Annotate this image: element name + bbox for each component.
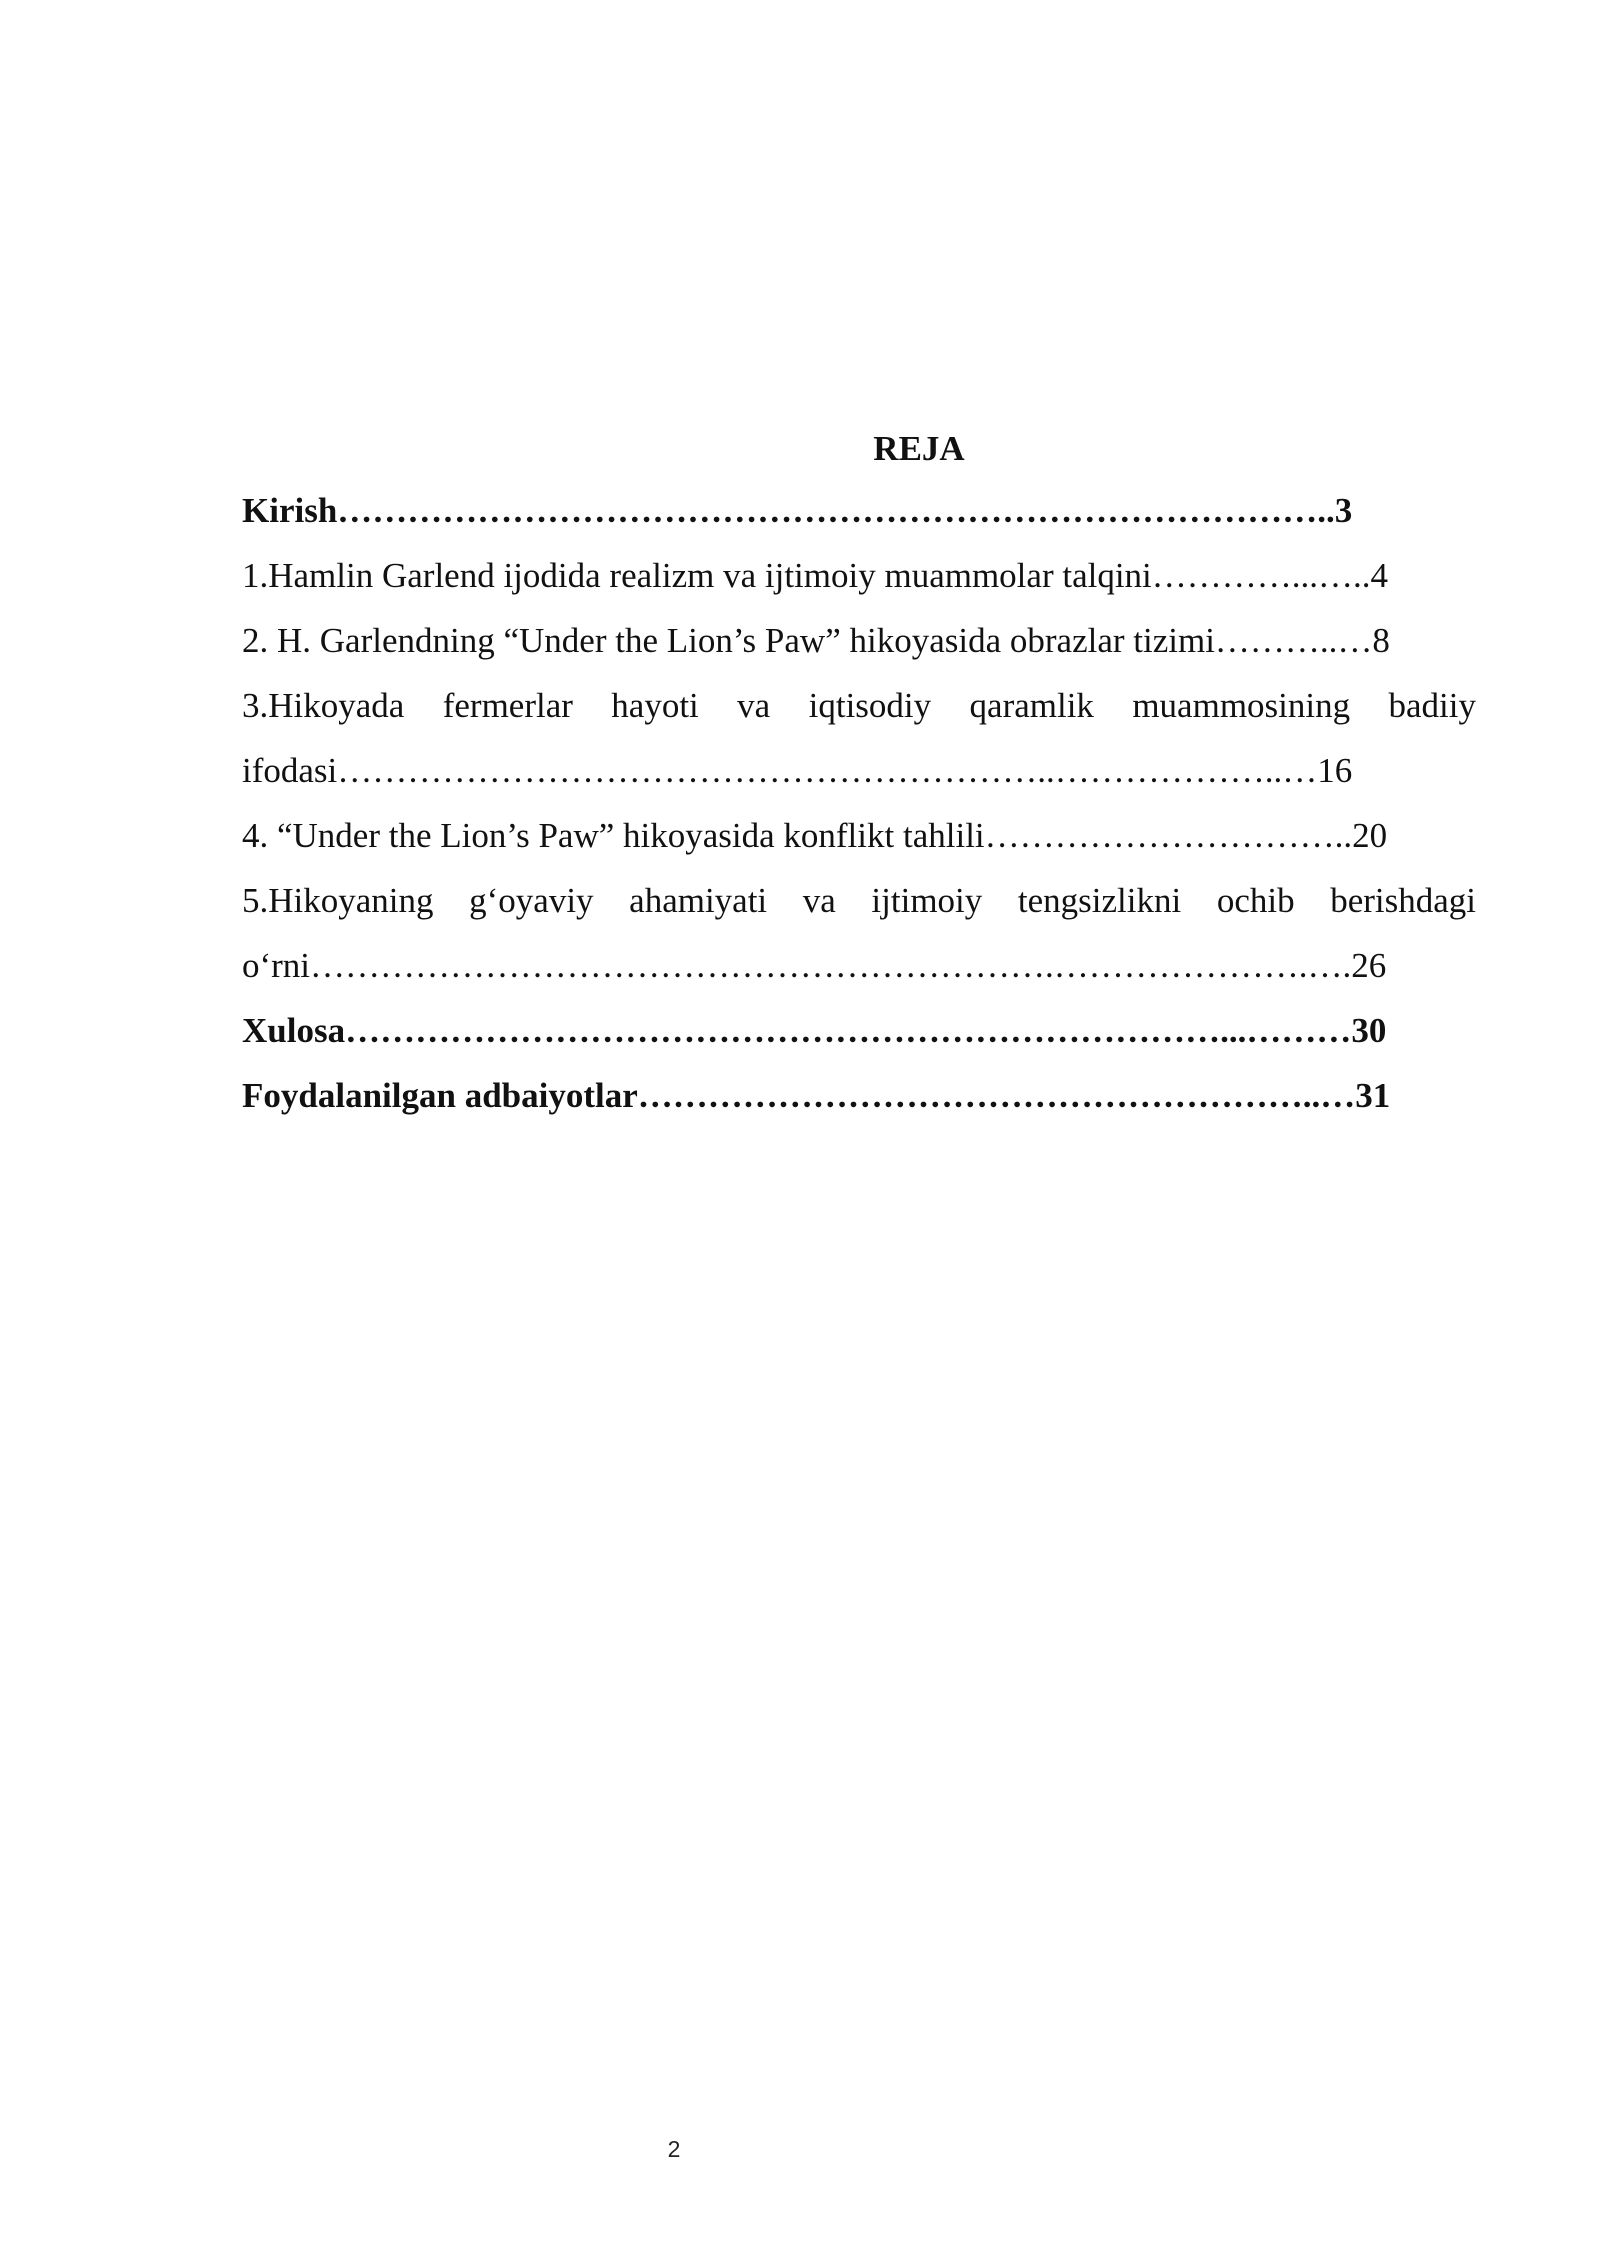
toc-entry-3-part1: 3.Hikoyada fermerlar hayoti va iqtisodiy qaramlik muammosining badiiy [242,686,1476,725]
table-of-contents [242,420,1476,1128]
toc-entry-3-part2: ifodasi……………………………………………………..………………..…16 [242,751,1353,790]
toc-entry-references: Foydalanilgan adbaiyotlar…………………………………………………..…31 [242,1076,1391,1115]
toc-entry-4: 4. “Under the Lion’s Paw” hikoyasida konflikt tahlili…………………………..20 [242,816,1388,855]
toc-entry-2: 2. H. Garlendning “Under the Lion’s Paw” hikoyasida obrazlar tizimi………..…8 [242,621,1390,660]
toc-entry-5-part1: 5.Hikoyaning g‘oyaviy ahamiyati va ijtimoiy tengsizlikni ochib berishdagi [242,881,1476,920]
toc-entry-5-part2: o‘rni……………………………………………………….………………….….26 [242,946,1387,985]
page-number: 2 [667,2136,681,2162]
toc-entry-1: 1.Hamlin Garlend ijodida realizm va ijtimoiy muammolar talqini…………...…..4 [242,556,1389,595]
toc-entry-kirish: Kirish…………………………………………………………………………..3 [242,491,1353,530]
toc-entry-xulosa: Xulosa…………………………………………………………………...………30 [242,1011,1387,1050]
toc-title: REJA [873,429,965,468]
